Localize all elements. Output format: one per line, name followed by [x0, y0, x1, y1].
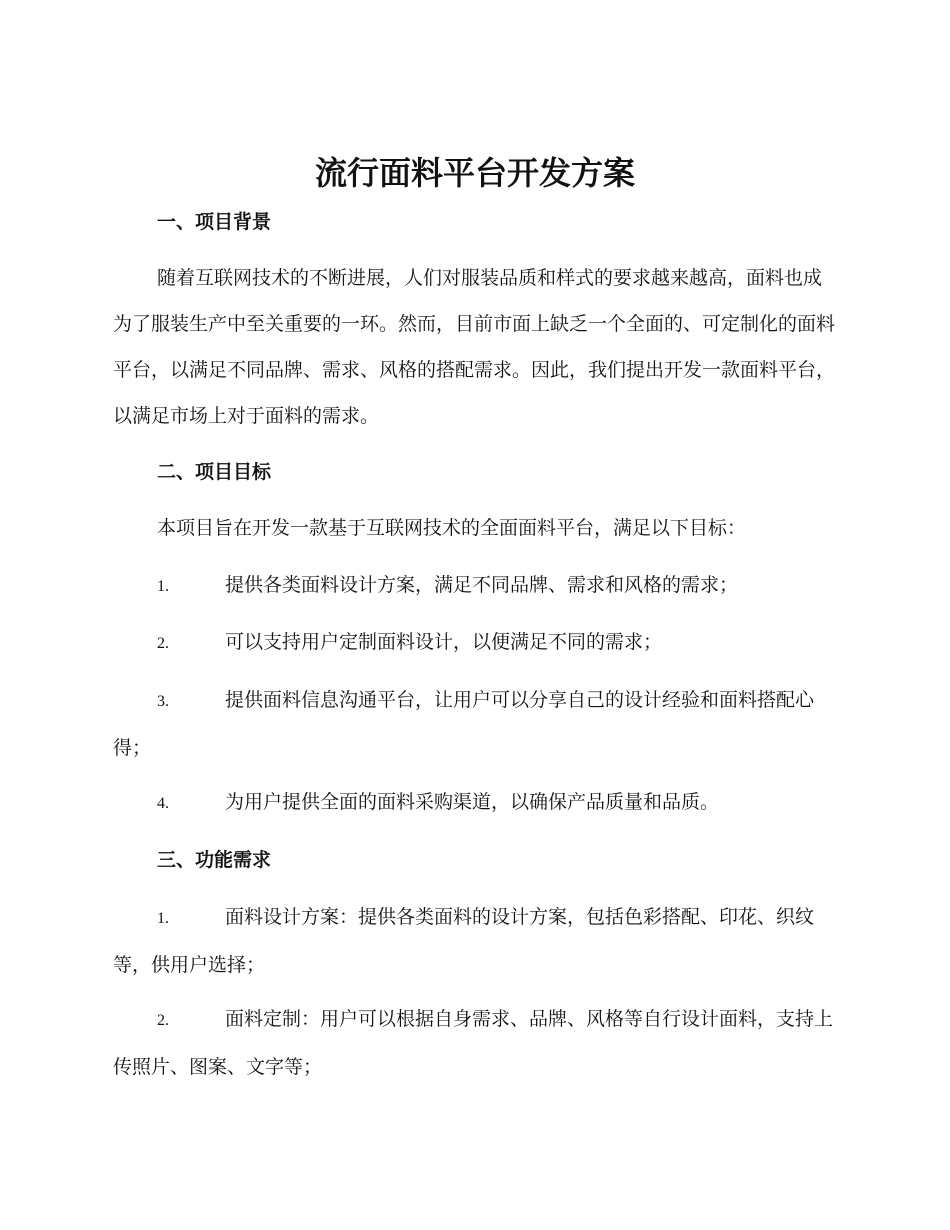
goals-intro-paragraph: 本项目旨在开发一款基于互联网技术的全面面料平台，满足以下目标：: [157, 517, 747, 539]
feature-item: [113, 894, 838, 988]
list-item-text: 面料定制：用户可以根据自身需求、品牌、风格等自行设计面料，支持上传照片、图案、文字等；: [113, 1008, 834, 1078]
section-heading-features: 三、功能需求: [157, 849, 272, 871]
section-heading-goals: 二、项目目标: [157, 461, 272, 483]
goal-item: [113, 562, 838, 610]
list-item-text: 可以支持用户定制面料设计，以便满足不同的需求；: [225, 631, 663, 653]
list-item-text: 提供各类面料设计方案，满足不同品牌、需求和风格的需求；: [225, 574, 739, 596]
document-title: 流行面料平台开发方案: [314, 154, 635, 192]
list-number: 1.: [157, 910, 169, 927]
list-number: 3.: [157, 693, 169, 710]
list-item-text: 面料设计方案：提供各类面料的设计方案，包括色彩搭配、印花、织纹等，供用户选择；: [113, 906, 815, 976]
list-number: 1.: [157, 578, 169, 595]
list-item-text: 为用户提供全面的面料采购渠道，以确保产品质量和品质。: [225, 791, 720, 813]
goal-item: [113, 779, 838, 827]
list-number: 2.: [157, 1012, 169, 1029]
list-item-text: 提供面料信息沟通平台，让用户可以分享自己的设计经验和面料搭配心得；: [113, 689, 815, 759]
list-number: 2.: [157, 635, 169, 652]
list-number: 4.: [157, 795, 169, 812]
section-heading-background: 一、项目背景: [157, 211, 272, 233]
feature-item: [113, 996, 838, 1090]
goal-item: [113, 677, 838, 771]
goal-item: [113, 619, 838, 667]
background-paragraph: 随着互联网技术的不断进展，人们对服装品质和样式的要求越来越高，面料也成为了服装生产中至关重要的一环。然而，目前市面上缺乏一个全面的、可定制化的面料平台，以满足不同品牌、需求、风格的搭配需求。因此，我们提出开发一款面料平台，以满足市场上对于面料的需求。: [113, 267, 836, 427]
